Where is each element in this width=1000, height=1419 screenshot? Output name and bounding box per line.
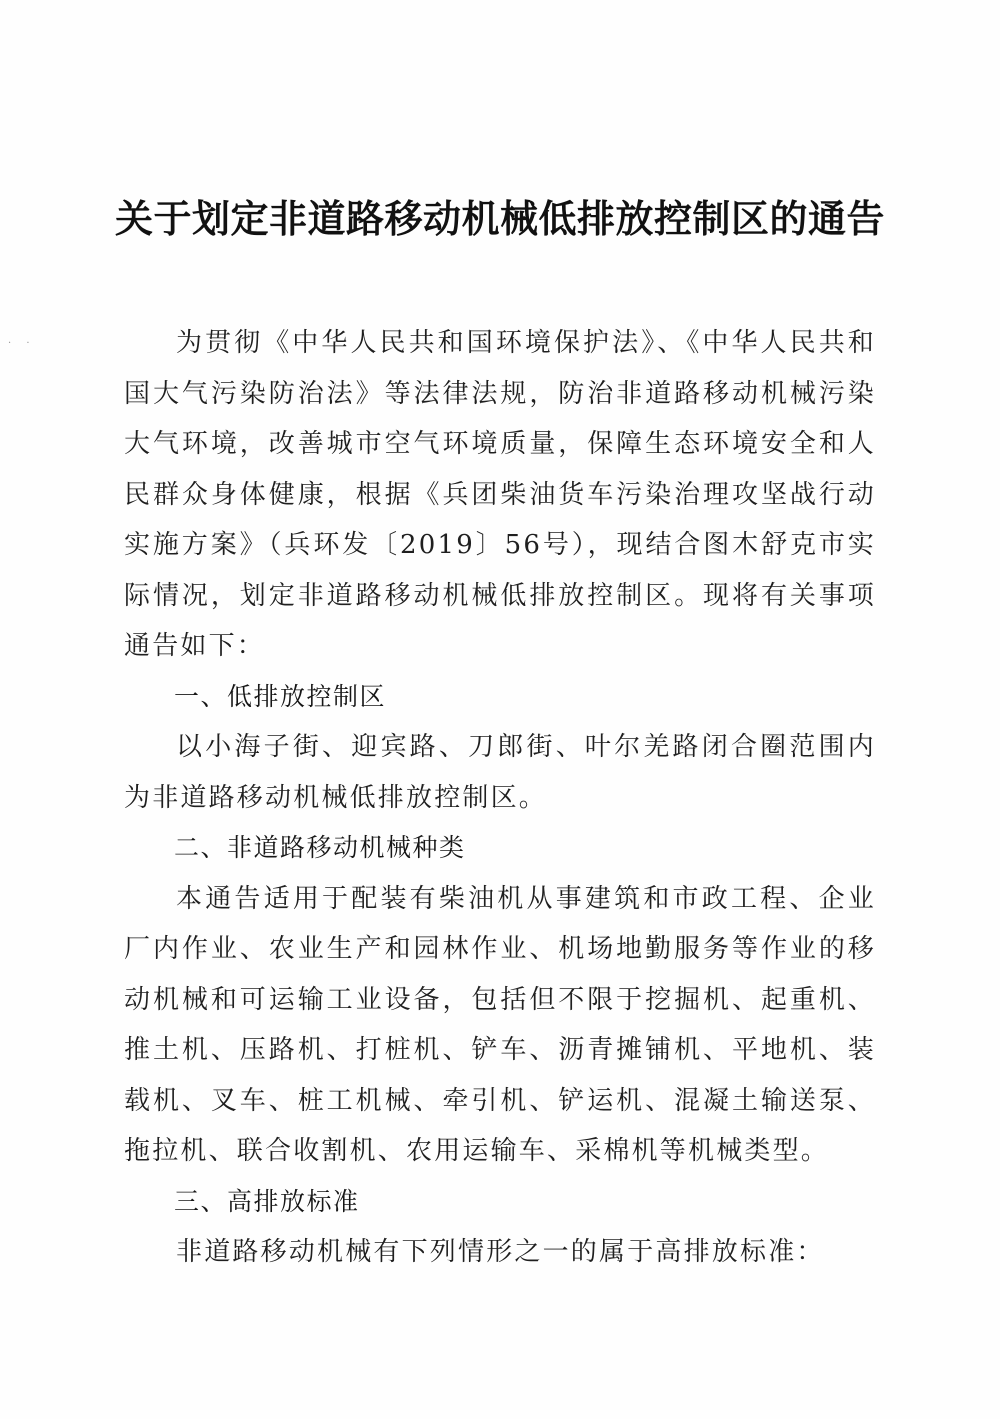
section-heading-3: 三、高排放标准 [174, 1186, 360, 1216]
intro-paragraph: 为贯彻《中华人民共和国环境保护法》、《中华人民共和国大气污染防治法》等法律法规，防治非道路移动机械污染大气环境，改善城市空气环境质量，保障生态环境安全和人民群众身体健康，根据《兵团柴油货车污染治理攻坚战行动实施方案》（兵环发〔2019〕56号），现结合图木舒克市实际情况，划定非道路移动机械低排放控制区。现将有关事项通告如下： [124, 328, 876, 661]
document-body [124, 318, 876, 1278]
section-text-2: 本通告适用于配装有柴油机从事建筑和市政工程、企业厂内作业、农业生产和园林作业、机场地勤服务等作业的移动机械和可运输工业设备，包括但不限于挖掘机、起重机、推土机、压路机、打桩机、铲车、沥青摊铺机、平地机、装载机、叉车、桩工机械、牵引机、铲运机、混凝土输送泵、拖拉机、联合收割机、农用运输车、采棉机等机械类型。 [124, 883, 876, 1166]
section-text-3: 非道路移动机械有下列情形之一的属于高排放标准： [176, 1237, 825, 1267]
section-text-1: 以小海子街、迎宾路、刀郎街、叶尔羌路闭合圈范围内为非道路移动机械低排放控制区。 [124, 732, 876, 813]
scan-margin-marks: · · [8, 338, 36, 349]
section-heading-2: 二、非道路移动机械种类 [174, 833, 466, 862]
section-heading-1: 一、低排放控制区 [174, 681, 387, 711]
document-title: 关于划定非道路移动机械低排放控制区的通告 [114, 196, 885, 241]
